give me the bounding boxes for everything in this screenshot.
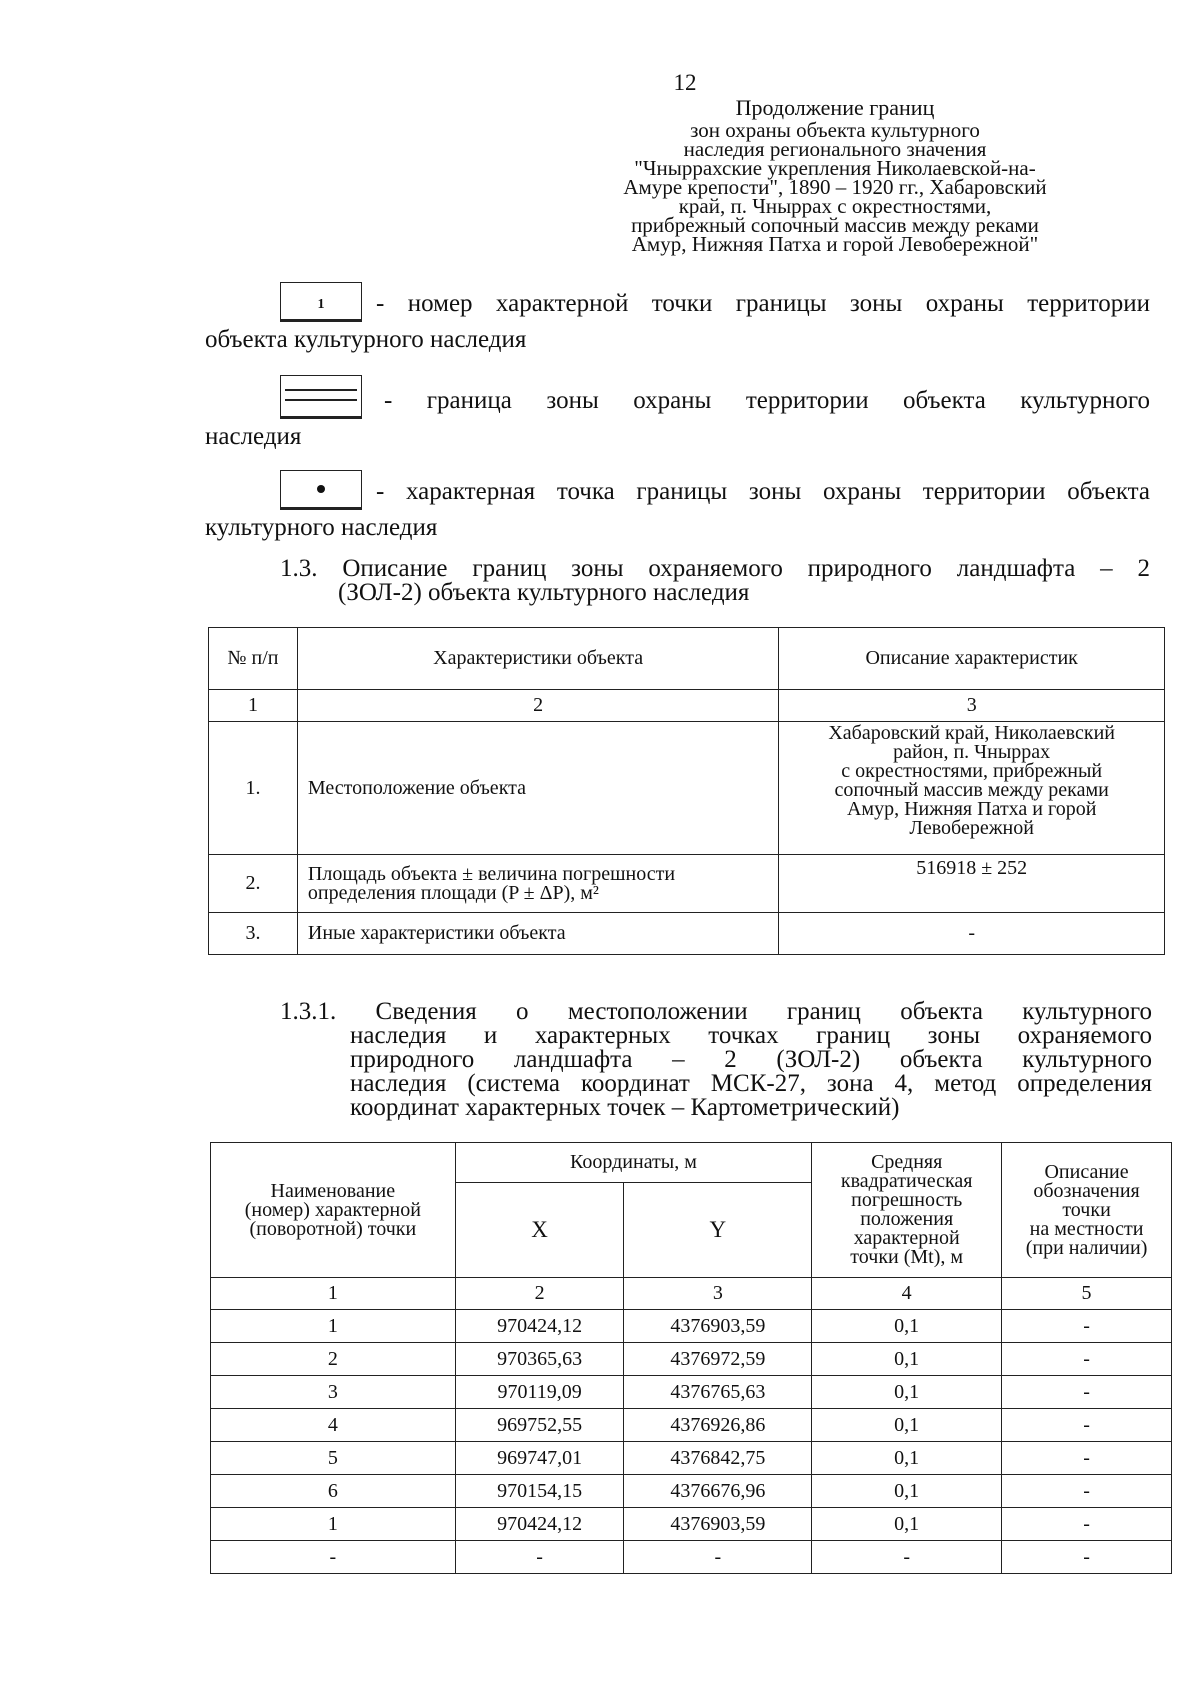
legend-text: культурного наследия bbox=[205, 514, 438, 541]
description-header: Описание обозначения точки на местности (при наличии) bbox=[1002, 1143, 1172, 1278]
page-number: 12 bbox=[673, 70, 697, 95]
position-error: 0,1 bbox=[812, 1508, 1002, 1541]
y-coordinate: 4376842,75 bbox=[624, 1442, 812, 1475]
point-name-header: Наименование (номер) характерной (поворотной) точки bbox=[211, 1143, 456, 1278]
point-description: - bbox=[1002, 1541, 1172, 1574]
y-coordinate: 4376903,59 bbox=[624, 1508, 812, 1541]
x-coordinate: 970424,12 bbox=[455, 1310, 624, 1343]
y-coordinate: - bbox=[624, 1541, 812, 1574]
x-coordinate: - bbox=[455, 1541, 624, 1574]
column-header: Характеристики объекта bbox=[297, 628, 778, 690]
point-number: 1 bbox=[211, 1310, 456, 1343]
table-header-row bbox=[211, 1143, 1172, 1183]
heading-line: наследия регионального значения bbox=[683, 137, 987, 161]
section-1-3-1-heading bbox=[280, 1000, 1152, 1120]
heading-line: край, п. Чныррах с окрестностями, bbox=[678, 194, 992, 218]
point-description: - bbox=[1002, 1442, 1172, 1475]
position-error: - bbox=[812, 1541, 1002, 1574]
characteristic-name: Площадь объекта ± величина погрешности определения площади (P ± ΔP), м² bbox=[297, 855, 778, 913]
row-number: 2. bbox=[209, 855, 298, 913]
legend-text: - номер характерной точки границы зоны охраны территории bbox=[376, 290, 1150, 317]
legend-text: объекта культурного наследия bbox=[205, 326, 527, 353]
section-line: наследия и характерных точках границ зоны охраняемого bbox=[350, 1022, 1152, 1049]
heading-line: зон охраны объекта культурного bbox=[690, 118, 980, 142]
point-number: - bbox=[211, 1541, 456, 1574]
column-number: 2 bbox=[455, 1278, 624, 1310]
legend-text: - граница зоны охраны территории объекта культурного bbox=[384, 387, 1150, 414]
point-number: 5 bbox=[211, 1442, 456, 1475]
table-row bbox=[209, 722, 1165, 855]
heading-title: Продолжение границ bbox=[735, 95, 935, 120]
table-row bbox=[211, 1376, 1172, 1409]
position-error: 0,1 bbox=[812, 1343, 1002, 1376]
document-heading bbox=[565, 95, 1105, 256]
table-row bbox=[211, 1409, 1172, 1442]
column-number: 4 bbox=[812, 1278, 1002, 1310]
coordinates-table bbox=[210, 1142, 1172, 1574]
point-description: - bbox=[1002, 1343, 1172, 1376]
point-description: - bbox=[1002, 1376, 1172, 1409]
x-coordinate: 969752,55 bbox=[455, 1409, 624, 1442]
table-row bbox=[211, 1508, 1172, 1541]
point-number-sample: 1 bbox=[317, 297, 325, 312]
section-line: координат характерных точек – Картометрический) bbox=[350, 1094, 900, 1121]
point-number: 6 bbox=[211, 1475, 456, 1508]
column-number-row bbox=[209, 690, 1165, 722]
heading-line: Амур, Нижняя Патха и горой Левобережной" bbox=[631, 232, 1039, 256]
point-description: - bbox=[1002, 1310, 1172, 1343]
legend-point-number bbox=[205, 282, 1150, 358]
column-number: 5 bbox=[1002, 1278, 1172, 1310]
position-error: 0,1 bbox=[812, 1442, 1002, 1475]
position-error: 0,1 bbox=[812, 1475, 1002, 1508]
table-row bbox=[209, 913, 1165, 955]
position-error: 0,1 bbox=[812, 1376, 1002, 1409]
y-coordinate: 4376972,59 bbox=[624, 1343, 812, 1376]
coordinates-header: Координаты, м bbox=[455, 1143, 812, 1183]
row-number: 3. bbox=[209, 913, 298, 955]
y-coordinate: 4376926,86 bbox=[624, 1409, 812, 1442]
column-number: 3 bbox=[779, 690, 1165, 722]
x-coordinate: 970424,12 bbox=[455, 1508, 624, 1541]
heading-line: прибрежный сопочный массив между реками bbox=[631, 213, 1039, 237]
table-row bbox=[211, 1310, 1172, 1343]
x-coordinate: 970154,15 bbox=[455, 1475, 624, 1508]
y-coordinate: 4376765,63 bbox=[624, 1376, 812, 1409]
section-line: (ЗОЛ-2) объекта культурного наследия bbox=[338, 579, 750, 606]
legend-text: наследия bbox=[205, 423, 302, 450]
point-number-symbol bbox=[280, 282, 362, 322]
point-description: - bbox=[1002, 1475, 1172, 1508]
characteristic-description: 516918 ± 252 bbox=[779, 855, 1165, 913]
legend-boundary bbox=[205, 375, 1150, 455]
table-row bbox=[211, 1442, 1172, 1475]
characteristic-name: Местоположение объекта bbox=[297, 722, 778, 855]
column-number: 3 bbox=[624, 1278, 812, 1310]
column-number: 2 bbox=[297, 690, 778, 722]
point-symbol bbox=[280, 470, 362, 510]
y-header: Y bbox=[624, 1183, 812, 1278]
column-number: 1 bbox=[211, 1278, 456, 1310]
table-row bbox=[211, 1475, 1172, 1508]
x-coordinate: 970365,63 bbox=[455, 1343, 624, 1376]
legend-point bbox=[205, 470, 1150, 546]
table-header-row bbox=[209, 628, 1165, 690]
characteristic-description: - bbox=[779, 913, 1165, 955]
point-description: - bbox=[1002, 1508, 1172, 1541]
column-header: № п/п bbox=[209, 628, 298, 690]
object-characteristics-table bbox=[208, 627, 1165, 955]
x-coordinate: 969747,01 bbox=[455, 1442, 624, 1475]
y-coordinate: 4376676,96 bbox=[624, 1475, 812, 1508]
section-line: 1.3. Описание границ зоны охраняемого природного ландшафта – 2 bbox=[280, 555, 1150, 582]
characteristic-name: Иные характеристики объекта bbox=[297, 913, 778, 955]
position-error: 0,1 bbox=[812, 1409, 1002, 1442]
point-number: 2 bbox=[211, 1343, 456, 1376]
section-1-3-heading bbox=[280, 557, 1150, 605]
position-error: 0,1 bbox=[812, 1310, 1002, 1343]
y-coordinate: 4376903,59 bbox=[624, 1310, 812, 1343]
heading-line: Амуре крепости", 1890 – 1920 гг., Хабаровский bbox=[623, 175, 1047, 199]
point-number: 4 bbox=[211, 1409, 456, 1442]
characteristic-description: Хабаровский край, Николаевский район, п. Чныррах с окрестностями, прибрежный сопочный массив между реками Амур, Нижняя Патха и горой Левобережной bbox=[779, 722, 1165, 855]
table-row bbox=[211, 1343, 1172, 1376]
column-header: Описание характеристик bbox=[779, 628, 1165, 690]
coordinates-body bbox=[211, 1310, 1172, 1574]
section-line: природного ландшафта – 2 (ЗОЛ-2) объекта культурного bbox=[350, 1046, 1152, 1073]
boundary-line-symbol bbox=[280, 375, 362, 419]
point-number: 1 bbox=[211, 1508, 456, 1541]
section-line: наследия (система координат МСК-27, зона 4, метод определения bbox=[350, 1070, 1152, 1097]
column-number: 1 bbox=[209, 690, 298, 722]
table-row bbox=[209, 855, 1165, 913]
table-row bbox=[211, 1541, 1172, 1574]
legend-text: - характерная точка границы зоны охраны территории объекта bbox=[376, 478, 1150, 505]
point-description: - bbox=[1002, 1409, 1172, 1442]
row-number: 1. bbox=[209, 722, 298, 855]
column-number-row bbox=[211, 1278, 1172, 1310]
x-header: X bbox=[455, 1183, 624, 1278]
heading-line: "Чныррахские укрепления Николаевской-на- bbox=[634, 156, 1036, 180]
error-header: Средняя квадратическая погрешность положения характерной точки (Mt), м bbox=[812, 1143, 1002, 1278]
point-number: 3 bbox=[211, 1376, 456, 1409]
section-line: 1.3.1. Сведения о местоположении границ объекта культурного bbox=[280, 998, 1152, 1025]
x-coordinate: 970119,09 bbox=[455, 1376, 624, 1409]
dot-icon bbox=[317, 485, 325, 493]
